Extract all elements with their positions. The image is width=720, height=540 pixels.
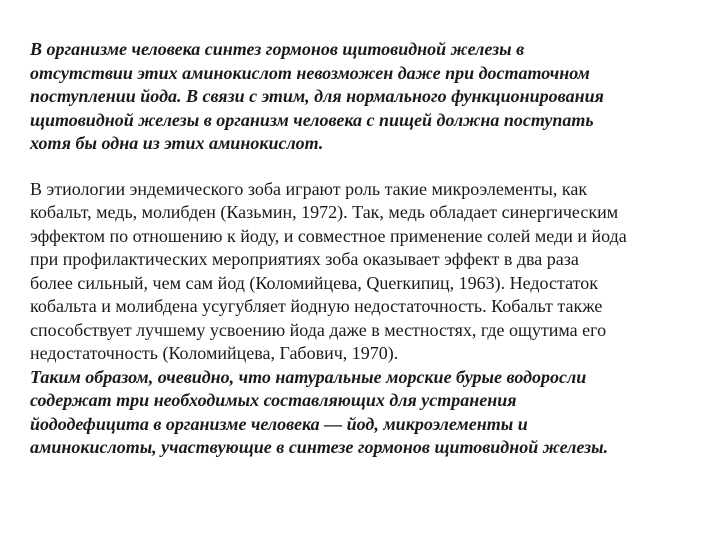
- text-line: поступлении йода. В связи с этим, для нормального функционирования: [30, 86, 604, 106]
- text-line: содержат три необходимых составляющих для устранения: [30, 390, 517, 410]
- text-line: В организме человека синтез гормонов щитовидной железы в: [30, 39, 525, 59]
- paragraph-gap: [30, 156, 700, 178]
- text-line: кобальта и молибдена усугубляет йодную недостаточность. Кобальт также: [30, 296, 603, 316]
- paragraph-etiology: [30, 178, 700, 366]
- text-line: хотя бы одна из этих аминокислот.: [30, 133, 324, 153]
- text-line: эффектом по отношению к йоду, и совместное применение солей меди и йода: [30, 225, 627, 246]
- text-line: при профилактических мероприятиях зоба оказывает эффект в два раза: [30, 249, 579, 269]
- text-line: йододефицита в организме человека — йод, микроэлементы и: [30, 413, 528, 434]
- text-line: недостаточность (Коломийцева, Габович, 1970).: [30, 343, 399, 363]
- document-page: [30, 38, 700, 460]
- text-line: аминокислоты, участвующие в синтезе гормонов щитовидной железы.: [30, 437, 609, 457]
- paragraph-conclusion: [30, 366, 700, 460]
- text-line: отсутствии этих аминокислот невозможен даже при достаточном: [30, 62, 590, 83]
- text-line: В этиологии эндемического зоба играют роль такие микроэлементы, как: [30, 178, 588, 199]
- paragraph-intro: [30, 38, 700, 156]
- text-line: кобальт, медь, молибден (Казьмин, 1972). Так, медь обладает синергическим: [30, 202, 619, 222]
- text-line: Таким образом, очевидно, что натуральные морские бурые водоросли: [30, 366, 587, 387]
- text-line: щитовидной железы в организм человека с пищей должна поступать: [30, 109, 594, 130]
- text-line: более сильный, чем сам йод (Коломийцева, Querкипиц, 1963). Недостаток: [30, 272, 598, 293]
- text-line: способствует лучшему усвоению йода даже в местностях, где ощутима его: [30, 319, 607, 340]
